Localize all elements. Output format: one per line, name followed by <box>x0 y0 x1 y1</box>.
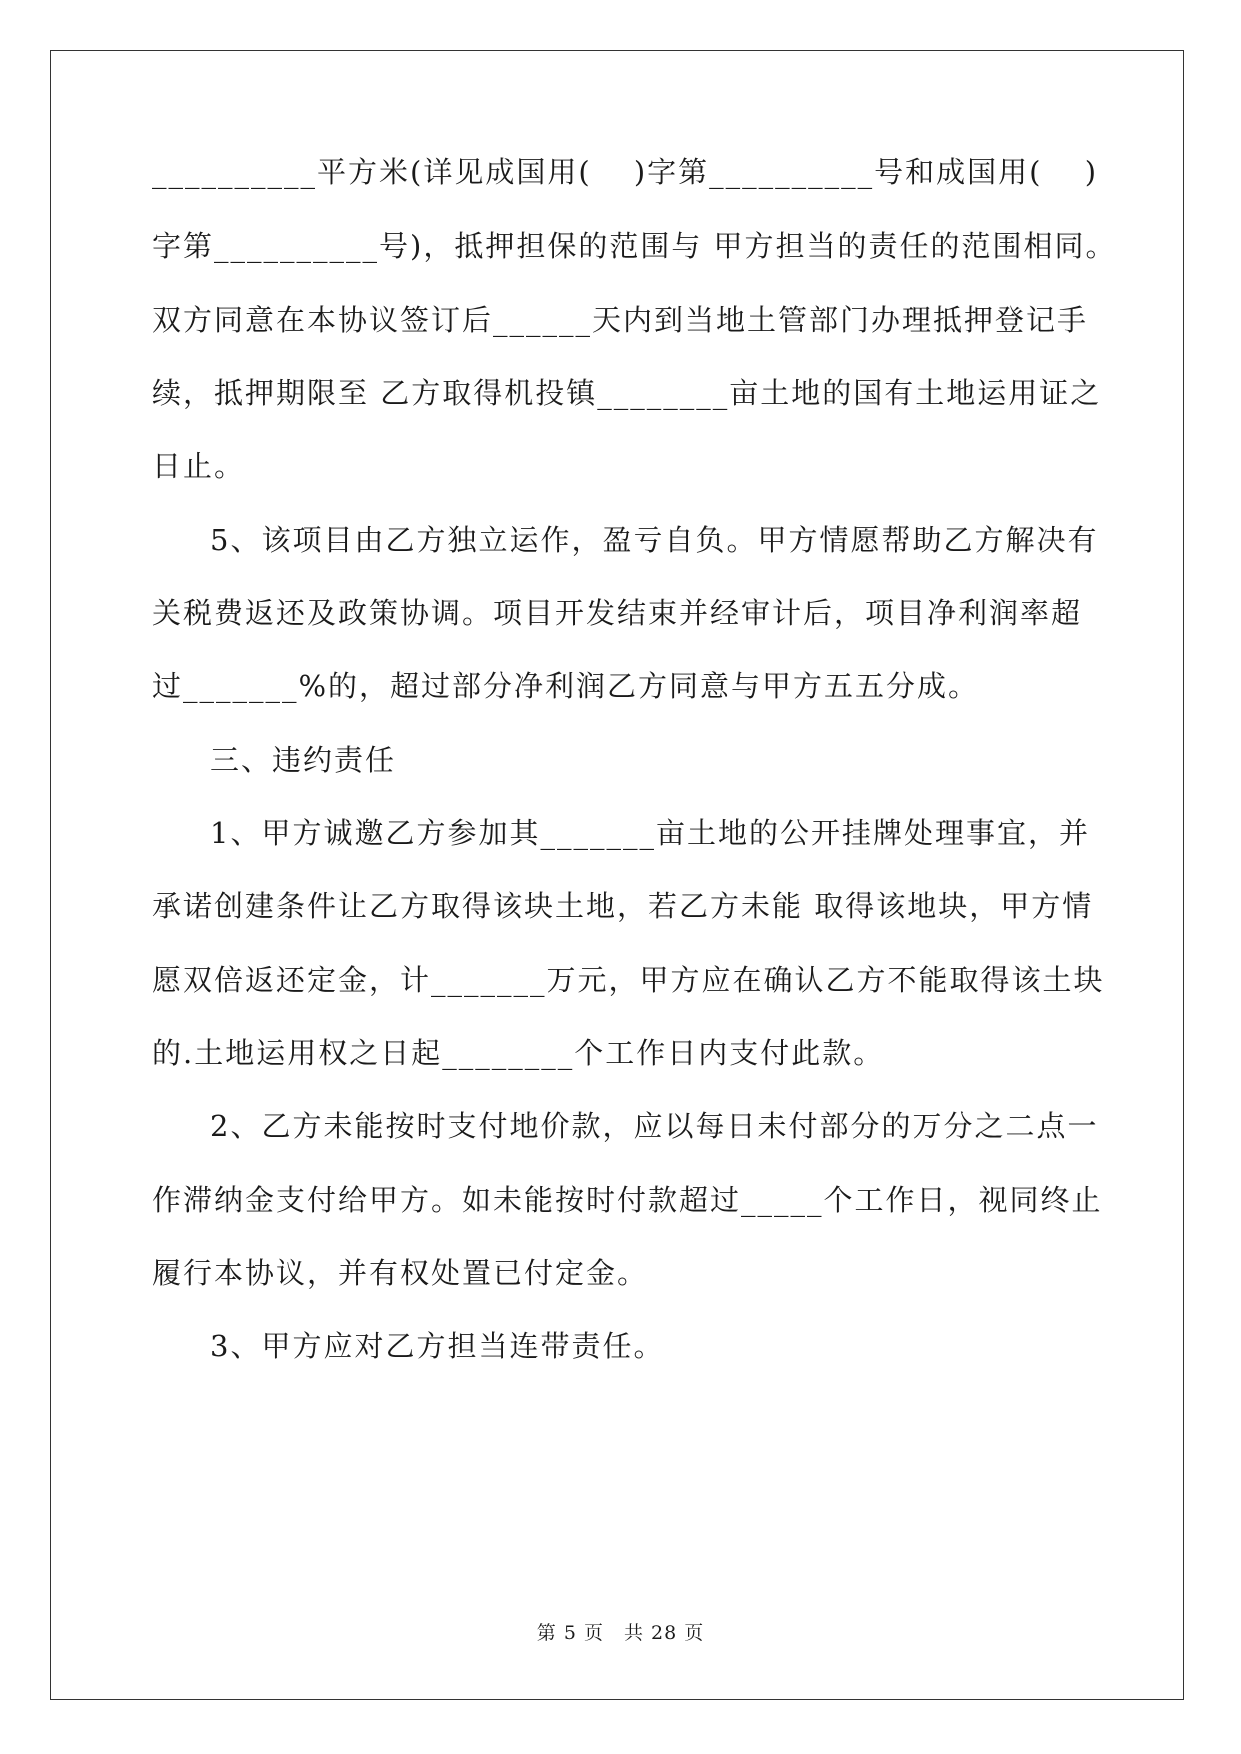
paragraph-start: 2、乙方未能按时支付地价款，应以每日未付部分的万分之二点一 <box>210 1109 1099 1143</box>
text-line: 履行本协议，并有权处置已付定金。 <box>152 1256 649 1290</box>
text-line: 关税费返还及政策协调。项目开发结束并经审计后，项目净利润率超 <box>152 596 1083 630</box>
text-line: __________平方米(详见成国用( )字第__________号和成国用( ) <box>152 155 1099 189</box>
text-line: 承诺创建条件让乙方取得该块土地，若乙方未能 取得该地块，甲方情 <box>152 889 1094 923</box>
text-line: 字第__________号)，抵押担保的范围与 甲方担当的责任的范围相同。 <box>152 229 1117 263</box>
text-line: 日止。 <box>152 449 246 483</box>
paragraph-start: 5、该项目由乙方独立运作，盈亏自负。甲方情愿帮助乙方解决有 <box>210 523 1099 557</box>
page-number-footer: 第 5 页 共 28 页 <box>536 1622 705 1644</box>
text-line: 愿双倍返还定金，计_______万元，甲方应在确认乙方不能取得该土块 <box>152 963 1105 997</box>
text-line: 过_______%的，超过部分净利润乙方同意与甲方五五分成。 <box>152 669 980 703</box>
paragraph-start: 3、甲方应对乙方担当连带责任。 <box>210 1329 665 1363</box>
text-line: 的.土地运用权之日起________个工作日内支付此款。 <box>152 1036 885 1070</box>
text-line: 作滞纳金支付给甲方。如未能按时付款超过_____个工作日，视同终止 <box>152 1183 1103 1217</box>
text-line: 双方同意在本协议签订后______天内到当地土管部门办理抵押登记手 <box>152 303 1089 337</box>
paragraph-start: 1、甲方诚邀乙方参加其_______亩土地的公开挂牌处理事宜，并 <box>210 816 1090 850</box>
page-border <box>50 50 1184 1700</box>
text-line: 续，抵押期限至 乙方取得机投镇________亩土地的国有土地运用证之 <box>152 376 1102 410</box>
section-heading: 三、违约责任 <box>210 743 397 777</box>
